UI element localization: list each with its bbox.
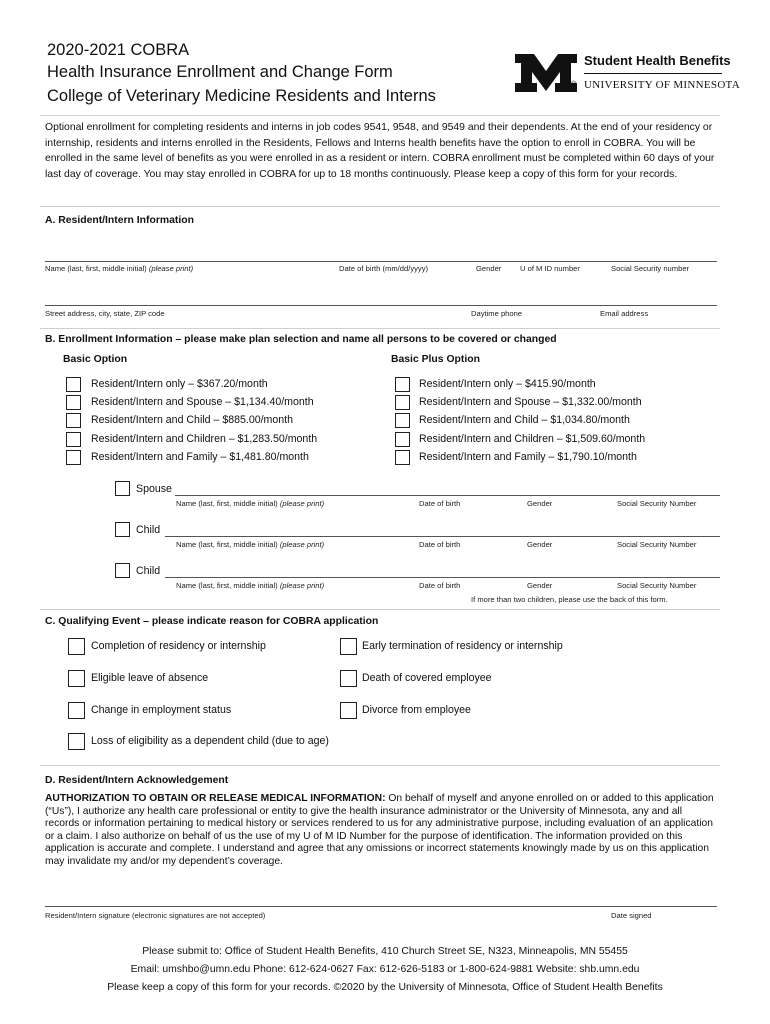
dependent-gender-caption: Gender [527,581,553,590]
event-label: Early termination of residency or internship [362,640,563,652]
plus-option-checkbox[interactable] [395,377,410,392]
event-checkbox[interactable] [68,733,85,750]
child-checkbox[interactable] [115,522,130,537]
basic-option-label: Resident/Intern and Spouse – $1,134.40/month [91,396,314,408]
section-b-heading: B. Enrollment Information – please make plan selection and name all persons to be covered or changed [45,334,557,345]
brand-name: Student Health Benefits [584,53,731,68]
dependent-name-caption: Name (last, first, middle initial) (please print) [176,581,325,590]
section-divider [40,765,720,766]
spouse-info-line[interactable] [175,495,720,496]
plus-option-label: Resident/Intern and Children – $1,509.60/month [419,433,646,445]
dependent-ssn-caption: Social Security Number [617,499,697,508]
dependent-gender-caption: Gender [527,540,553,549]
dependent-name-caption: Name (last, first, middle initial) (please print) [176,540,325,549]
plus-option-checkbox[interactable] [395,432,410,447]
plus-option-checkbox[interactable] [395,395,410,410]
form-title-line-2: Health Insurance Enrollment and Change Form [47,63,393,81]
event-label: Eligible leave of absence [91,672,209,684]
form-title-line-3: College of Veterinary Medicine Residents and Interns [47,87,436,105]
event-checkbox[interactable] [68,670,85,687]
event-label: Divorce from employee [362,704,471,716]
umn-m-logo [515,54,577,92]
basic-option-checkbox[interactable] [66,450,81,465]
email-caption: Email address [600,309,649,318]
resident-info-line-2[interactable] [45,305,717,306]
event-label: Death of covered employee [362,672,492,684]
section-divider [40,609,720,610]
plus-option-label: Resident/Intern only – $415.90/month [419,378,596,390]
plus-option-label: Resident/Intern and Child – $1,034.80/month [419,414,630,426]
resident-info-line-1[interactable] [45,261,717,262]
event-checkbox[interactable] [340,670,357,687]
address-caption: Street address, city, state, ZIP code [45,309,165,318]
child-info-line[interactable] [165,536,720,537]
event-checkbox[interactable] [340,638,357,655]
date-signed-caption: Date signed [611,911,652,920]
basic-option-checkbox[interactable] [66,432,81,447]
plus-option-checkbox[interactable] [395,450,410,465]
section-divider [40,328,720,329]
form-title-line-1: 2020-2021 COBRA [47,41,190,59]
name-caption: Name (last, first, middle initial) (please print) [45,264,194,273]
basic-option-label: Resident/Intern and Family – $1,481.80/month [91,451,309,463]
plus-option-label: Resident/Intern and Family – $1,790.10/month [419,451,637,463]
gender-caption: Gender [476,264,502,273]
dob-caption: Date of birth (mm/dd/yyyy) [339,264,429,273]
basic-plus-option-heading: Basic Plus Option [391,354,480,365]
dependent-label: Spouse [136,483,172,495]
header-divider [40,115,720,116]
basic-option-checkbox[interactable] [66,395,81,410]
ssn-caption: Social Security number [611,264,690,273]
section-d-heading: D. Resident/Intern Acknowledgement [45,775,229,786]
intro-paragraph: Optional enrollment for completing residents and interns in job codes 9541, 9548, and 9549 and their dependents. At the end of your residency or internship, residents and interns enrolled in the Residents, Fellows and Interns health benefits have the option to enroll in COBRA. You will be enrolled in the same level of benefits as you were enrolled in as a resident or intern. COBRA enrollment must be completed within 60 days of your last day of coverage. You may stay enrolled in COBRA for up to 18 months continuously. Please keep a copy of this form for your records. [45,122,715,180]
section-divider [40,206,720,207]
dependent-label: Child [136,524,161,536]
event-checkbox[interactable] [68,638,85,655]
phone-caption: Daytime phone [471,309,523,318]
authorization-paragraph: AUTHORIZATION TO OBTAIN OR RELEASE MEDICAL INFORMATION: On behalf of myself and anyone enrolled on or added to this application (“Us”), I authorize any health care professional or entity to give the health insurance administrator or the University of Minnesota, any and all records or information pertaining to medical history or services rendered to us for any administrative purpose, including evaluation of an application or a claim. I also authorize on behalf of us the use of my U of M ID Number for the purpose of identification. The information provided on this application is accurate and complete. I understand and agree that any omissions or incorrect statements knowingly made by us on this application may invalidate my and/or my dependent’s coverage. [45,793,714,867]
section-c-heading: C. Qualifying Event – please indicate reason for COBRA application [45,616,379,627]
basic-option-label: Resident/Intern and Children – $1,283.50/month [91,433,318,445]
more-children-note: If more than two children, please use the back of this form. [471,595,668,604]
brand-divider [584,73,722,74]
event-checkbox[interactable] [68,702,85,719]
dependent-ssn-caption: Social Security Number [617,540,697,549]
event-label: Change in employment status [91,704,232,716]
signature-line[interactable] [45,906,717,907]
dependent-dob-caption: Date of birth [419,499,461,508]
dependent-ssn-caption: Social Security Number [617,581,697,590]
dependent-name-caption: Name (last, first, middle initial) (please print) [176,499,325,508]
registered-mark: ® [571,81,577,88]
dependent-dob-caption: Date of birth [419,581,461,590]
event-label: Loss of eligibility as a dependent child (due to age) [91,735,329,747]
plus-option-label: Resident/Intern and Spouse – $1,332.00/month [419,396,642,408]
footer-copyright: Please keep a copy of this form for your records. ©2020 by the University of Minnesota, Office of Student Health Benefits [107,982,663,993]
basic-option-heading: Basic Option [63,354,128,365]
dependent-label: Child [136,565,161,577]
footer-contact: Email: umshbo@umn.edu Phone: 612-624-0627 Fax: 612-626-5183 or 1-800-624-9881 Website: shb.umn.edu [130,964,640,975]
child-checkbox[interactable] [115,563,130,578]
basic-option-checkbox[interactable] [66,413,81,428]
basic-option-label: Resident/Intern only – $367.20/month [91,378,268,390]
basic-option-label: Resident/Intern and Child – $885.00/month [91,414,294,426]
spouse-checkbox[interactable] [115,481,130,496]
basic-option-checkbox[interactable] [66,377,81,392]
section-a-heading: A. Resident/Intern Information [45,215,194,226]
brand-university: UNIVERSITY OF MINNESOTA [584,79,740,91]
dependent-gender-caption: Gender [527,499,553,508]
dependent-dob-caption: Date of birth [419,540,461,549]
event-label: Completion of residency or internship [91,640,266,652]
footer-submit-address: Please submit to: Office of Student Health Benefits, 410 Church Street SE, N323, Minneapolis, MN 55455 [142,946,628,957]
child-info-line[interactable] [165,577,720,578]
plus-option-checkbox[interactable] [395,413,410,428]
event-checkbox[interactable] [340,702,357,719]
umid-caption: U of M ID number [520,264,580,273]
signature-caption: Resident/Intern signature (electronic signatures are not accepted) [45,911,266,920]
